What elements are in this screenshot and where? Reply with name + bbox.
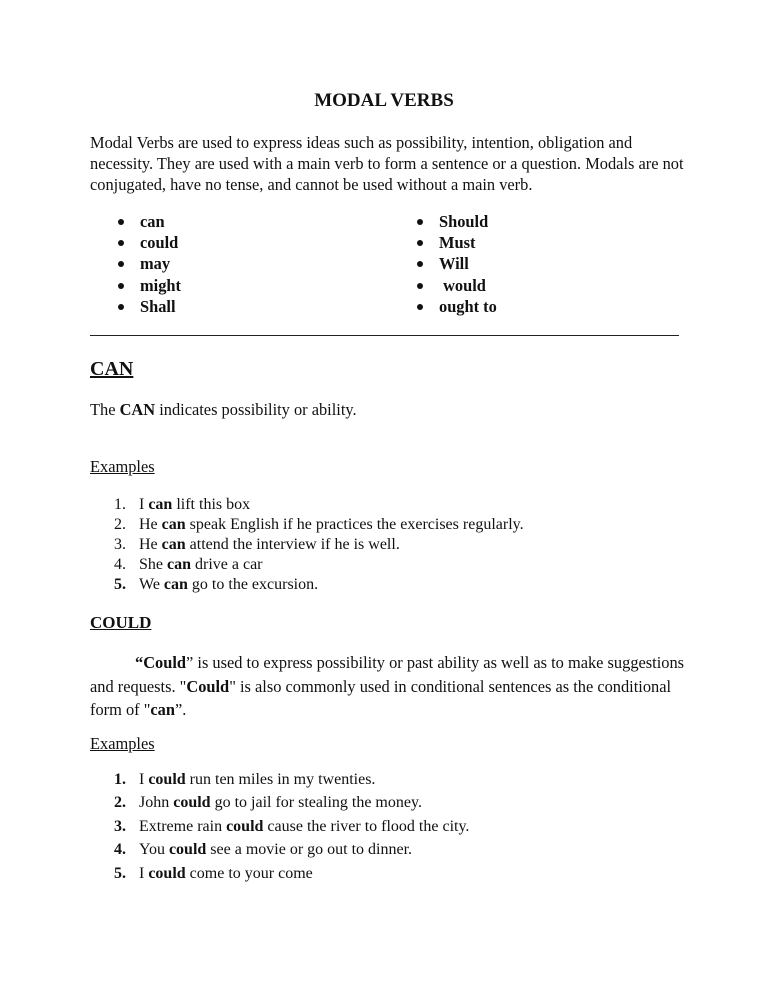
could-heading: COULD	[90, 613, 152, 632]
could-examples-label: Examples	[90, 734, 155, 753]
list-item: could	[118, 232, 181, 253]
list-item: would	[417, 275, 497, 296]
list-item: can	[118, 211, 181, 232]
list-item: Will	[417, 253, 497, 274]
list-item: 5. I could come to your come	[114, 864, 313, 882]
list-item: might	[118, 275, 181, 296]
could-paragraph: “Could” is used to express possibility or past ability as well as to make suggestions and requests. "Could" is also commonly used in conditional sentences as the conditional form of "can”.	[90, 653, 685, 719]
horizontal-divider	[90, 335, 679, 336]
list-item: Should	[417, 211, 497, 232]
page-title: MODAL VERBS	[314, 90, 454, 111]
list-item: 3. Extreme rain could cause the river to flood the city.	[114, 817, 470, 835]
list-item: 2. John could go to jail for stealing the money.	[114, 794, 422, 812]
list-item: 4. You could see a movie or go out to dinner.	[114, 841, 413, 859]
list-item: Shall	[118, 296, 181, 317]
list-item: 1. I can lift this box	[114, 496, 251, 513]
intro-paragraph: Modal Verbs are used to express ideas such as possibility, intention, obligation and necessity. They are used with a main verb to form a sentence or a question. Modals are not conjugated, have no tense, and cannot be used without a main verb.	[90, 133, 684, 194]
list-item: 4. She can drive a car	[114, 556, 263, 573]
list-item: Must	[417, 232, 497, 253]
could-examples-list	[94, 768, 469, 885]
modal-verbs-list-left	[118, 211, 181, 317]
modal-verbs-list-right	[417, 211, 497, 317]
list-item: 1. I could run ten miles in my twenties.	[114, 771, 376, 788]
can-description: The CAN indicates possibility or ability.	[90, 400, 357, 419]
can-examples-label: Examples	[90, 457, 155, 476]
list-item: ought to	[417, 296, 497, 317]
list-item: 3. He can attend the interview if he is well.	[114, 536, 400, 553]
list-item: may	[118, 253, 181, 274]
list-item: 2. He can speak English if he practices the exercises regularly.	[114, 516, 524, 533]
can-heading: CAN	[90, 358, 134, 380]
list-item: 5. We can go to the excursion.	[114, 576, 319, 593]
can-examples-list	[94, 495, 524, 595]
